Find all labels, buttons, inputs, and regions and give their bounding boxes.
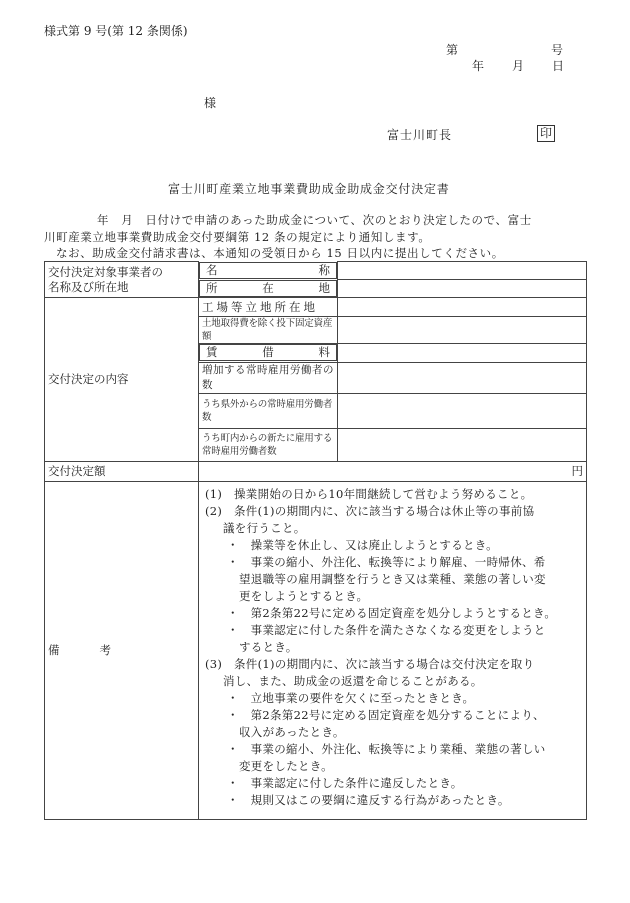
location-value[interactable] xyxy=(338,280,587,298)
content-label-cell xyxy=(45,298,199,462)
location-label: 所 在 地 xyxy=(199,280,337,297)
issuer-name: 富士川町長 xyxy=(387,128,453,142)
increase-workers-value[interactable] xyxy=(338,363,587,394)
remark-item-2-2: ・ 事業の縮小、外注化、転換等により解雇、一時帰休、希 xyxy=(227,555,546,569)
document-title: 富士川町産業立地事業費助成金助成金交付決定書 xyxy=(168,182,450,196)
doc-number-prefix: 第 xyxy=(446,43,459,57)
seal-mark: 印 xyxy=(537,125,555,142)
remark-item-2: (2) 条件(1)の期間内に、次に該当する場合は休止等の事前協 xyxy=(205,504,535,518)
intro-line-1: 年 月 日付けで申請のあった助成金について、次のとおり決定したので、富士 xyxy=(97,213,532,227)
applicant-label-cell xyxy=(45,262,199,298)
remark-item-2-2-cont: 望退職等の雇用調整を行うとき又は業種、業態の著しい変 xyxy=(239,572,546,586)
amount-unit: 円 xyxy=(571,464,583,478)
remark-item-2-cont: 議を行うこと。 xyxy=(223,521,306,535)
name-value[interactable] xyxy=(338,262,587,280)
factory-location-value[interactable] xyxy=(338,298,587,317)
remark-item-3-2: ・ 第2条第22号に定める固定資産を処分することにより、 xyxy=(227,708,545,722)
remarks-label-cell xyxy=(45,482,199,820)
outside-workers-value[interactable] xyxy=(338,394,587,429)
factory-location-label: 工場等立地所在地 xyxy=(199,298,338,317)
remark-item-3-cont: 消し、また、助成金の返還を命じることがある。 xyxy=(223,674,483,688)
remark-item-3: (3) 条件(1)の期間内に、次に該当する場合は交付決定を取り xyxy=(205,657,535,671)
remark-item-3-1: ・ 立地事業の要件を欠くに至ったときとき。 xyxy=(227,691,475,705)
investment-value[interactable] xyxy=(338,317,587,344)
remark-item-1: (1) 操業開始の日から10年間継続して営むよう努めること。 xyxy=(205,487,533,501)
addressee-honorific: 様 xyxy=(204,96,217,110)
form-number: 様式第 9 号(第 12 条関係) xyxy=(44,24,188,38)
remark-item-2-2-cont2: 更をしようとするとき。 xyxy=(239,589,369,603)
remarks-label: 備 考 xyxy=(48,643,111,657)
investment-label: 土地取得費を除く投下固定資産額 xyxy=(199,317,338,344)
remark-item-3-5: ・ 規則又はこの要綱に違反する行為があったとき。 xyxy=(227,793,510,807)
town-workers-value[interactable] xyxy=(338,429,587,462)
amount-value[interactable] xyxy=(199,462,587,482)
date-day: 日 xyxy=(552,59,565,73)
remark-item-2-1: ・ 操業等を休止し、又は廃止しようとするとき。 xyxy=(227,538,498,552)
name-label: 名 称 xyxy=(199,262,337,279)
intro-line-2: 川町産業立地事業費助成金交付要綱第 12 条の規定により通知します。 xyxy=(44,230,431,244)
remark-item-2-3: ・ 第2条第22号に定める固定資産を処分しようとするとき。 xyxy=(227,606,557,620)
rent-label: 賃 借 料 xyxy=(199,344,337,361)
remark-item-3-2-cont: 収入があったとき。 xyxy=(239,725,345,739)
outside-workers-label: うち県外からの常時雇用労働者 数 xyxy=(199,394,338,429)
intro-line-3: なお、助成金交付請求書は、本通知の受領日から 15 日以内に提出してください。 xyxy=(56,246,504,260)
amount-label: 交付決定額 xyxy=(45,462,199,482)
remark-item-2-4: ・ 事業認定に付した条件を満たさなくなる変更をしようと xyxy=(227,623,546,637)
remark-item-3-4: ・ 事業認定に付した条件に違反したとき。 xyxy=(227,776,463,790)
doc-number-suffix: 号 xyxy=(551,43,564,57)
content-label: 交付決定の内容 xyxy=(48,372,129,386)
increase-workers-label: 増加する常時雇用労働者の数 xyxy=(199,363,338,394)
town-workers-label: うち町内からの新たに雇用する 常時雇用労働者数 xyxy=(199,429,338,462)
rent-value[interactable] xyxy=(338,344,587,363)
remarks-body xyxy=(199,482,587,820)
remark-item-3-3-cont: 変更をしたとき。 xyxy=(239,759,333,773)
applicant-label-line-2: 名称及び所在地 xyxy=(48,279,129,294)
decision-table xyxy=(44,261,587,820)
date-year: 年 xyxy=(472,59,485,73)
date-month: 月 xyxy=(512,59,525,73)
remark-item-3-3: ・ 事業の縮小、外注化、転換等により業種、業態の著しい xyxy=(227,742,546,756)
applicant-label-line-1: 交付決定対象事業者の xyxy=(48,264,163,279)
remark-item-2-4-cont: するとき。 xyxy=(239,640,298,654)
